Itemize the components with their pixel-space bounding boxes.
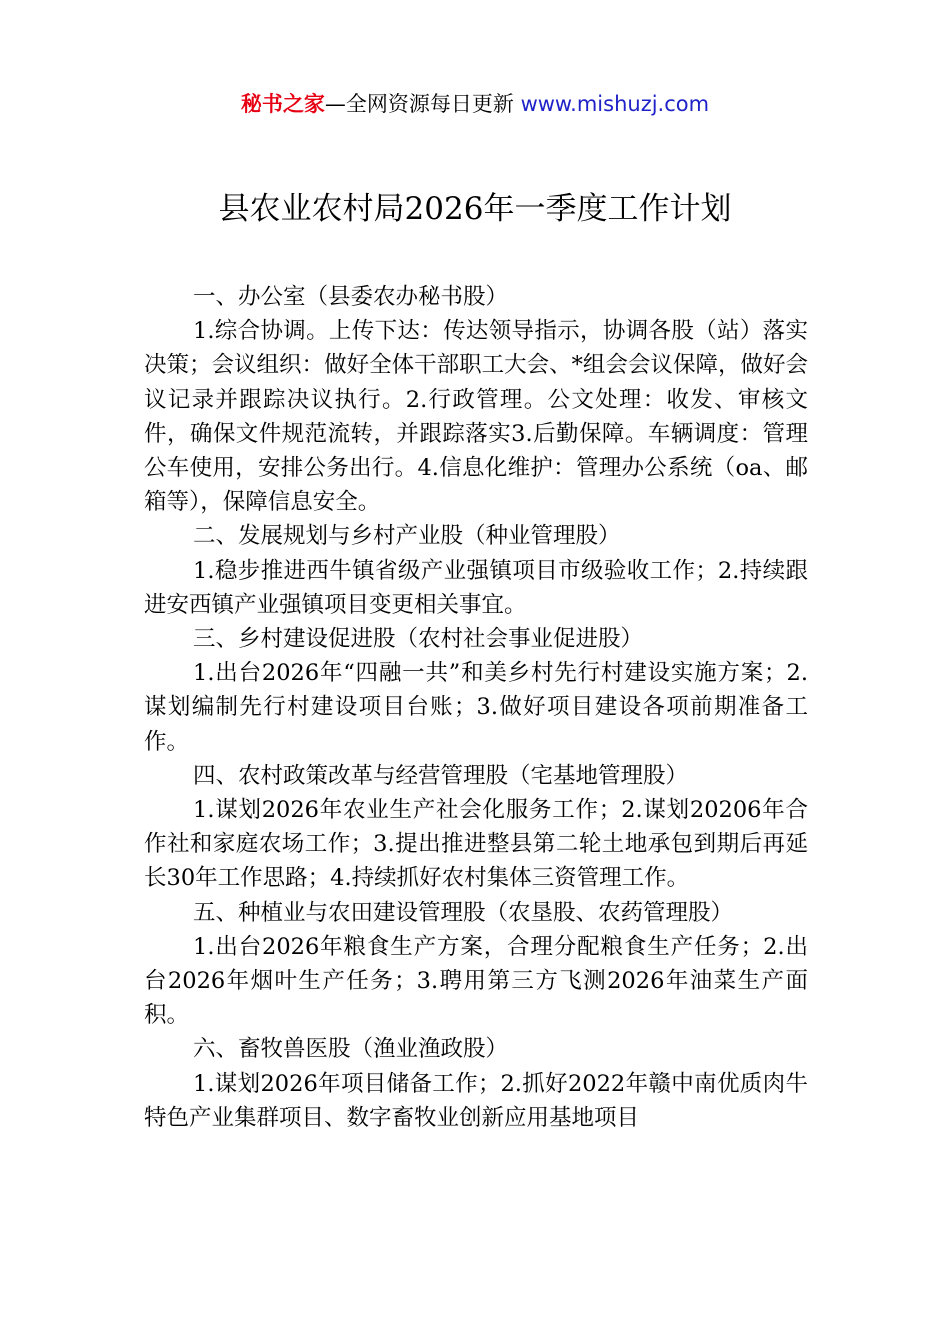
section-body: 1.谋划2026年农业生产社会化服务工作；2.谋划20206年合作社和家庭农场工作；3.提出推进整县第二轮土地承包到期后再延长30年工作思路；4.持续抓好农村集体三资管理工作。 bbox=[144, 797, 808, 892]
site-header bbox=[0, 88, 950, 120]
section-body: 1.出台2026年“四融一共”和美乡村先行村建设实施方案；2.谋划编制先行村建设项目台账；3.做好项目建设各项前期准备工作。 bbox=[144, 660, 808, 755]
section-heading: 三、乡村建设促进股（农村社会事业促进股） bbox=[193, 626, 644, 653]
section-heading: 五、种植业与农田建设管理股（农垦股、农药管理股） bbox=[193, 899, 734, 926]
section-heading: 二、发展规划与乡村产业股（种业管理股） bbox=[193, 523, 621, 550]
section-body: 1.谋划2026年项目储备工作；2.抓好2022年赣中南优质肉牛特色产业集群项目、数字畜牧业创新应用基地项目 bbox=[144, 1070, 808, 1131]
site-tagline: —全网资源每日更新 bbox=[324, 92, 514, 116]
section-body: 1.综合协调。上传下达：传达领导指示，协调各股（站）落实决策；会议组织：做好全体干部职工大会、*组会会议保障，做好会议记录并跟踪决议执行。2.行政管理。公文处理：收发、审核文件，确保文件规范流转，并跟踪落实3.后勤保障。车辆调度：管理公车使用，安排公务出行。4.信息化维护：管理办公系统（oa、邮箱等），保障信息安全。 bbox=[144, 318, 808, 516]
site-url-link[interactable]: www.mishuzj.com bbox=[520, 92, 710, 116]
section-body: 1.出台2026年粮食生产方案，合理分配粮食生产任务；2.出台2026年烟叶生产任务；3.聘用第三方飞测2026年油菜生产面积。 bbox=[144, 933, 808, 1029]
document-body bbox=[144, 280, 808, 1135]
section-heading: 一、办公室（县委农办秘书股） bbox=[193, 284, 509, 310]
section-heading: 四、农村政策改革与经营管理股（宅基地管理股） bbox=[193, 762, 689, 789]
document-title: 县农业农村局2026年一季度工作计划 bbox=[218, 191, 732, 227]
section-body: 1.稳步推进西牛镇省级产业强镇项目市级验收工作；2.持续跟进安西镇产业强镇项目变更相关事宜。 bbox=[144, 557, 808, 618]
section-heading: 六、畜牧兽医股（渔业渔政股） bbox=[193, 1036, 509, 1063]
site-brand: 秘书之家 bbox=[240, 92, 325, 116]
